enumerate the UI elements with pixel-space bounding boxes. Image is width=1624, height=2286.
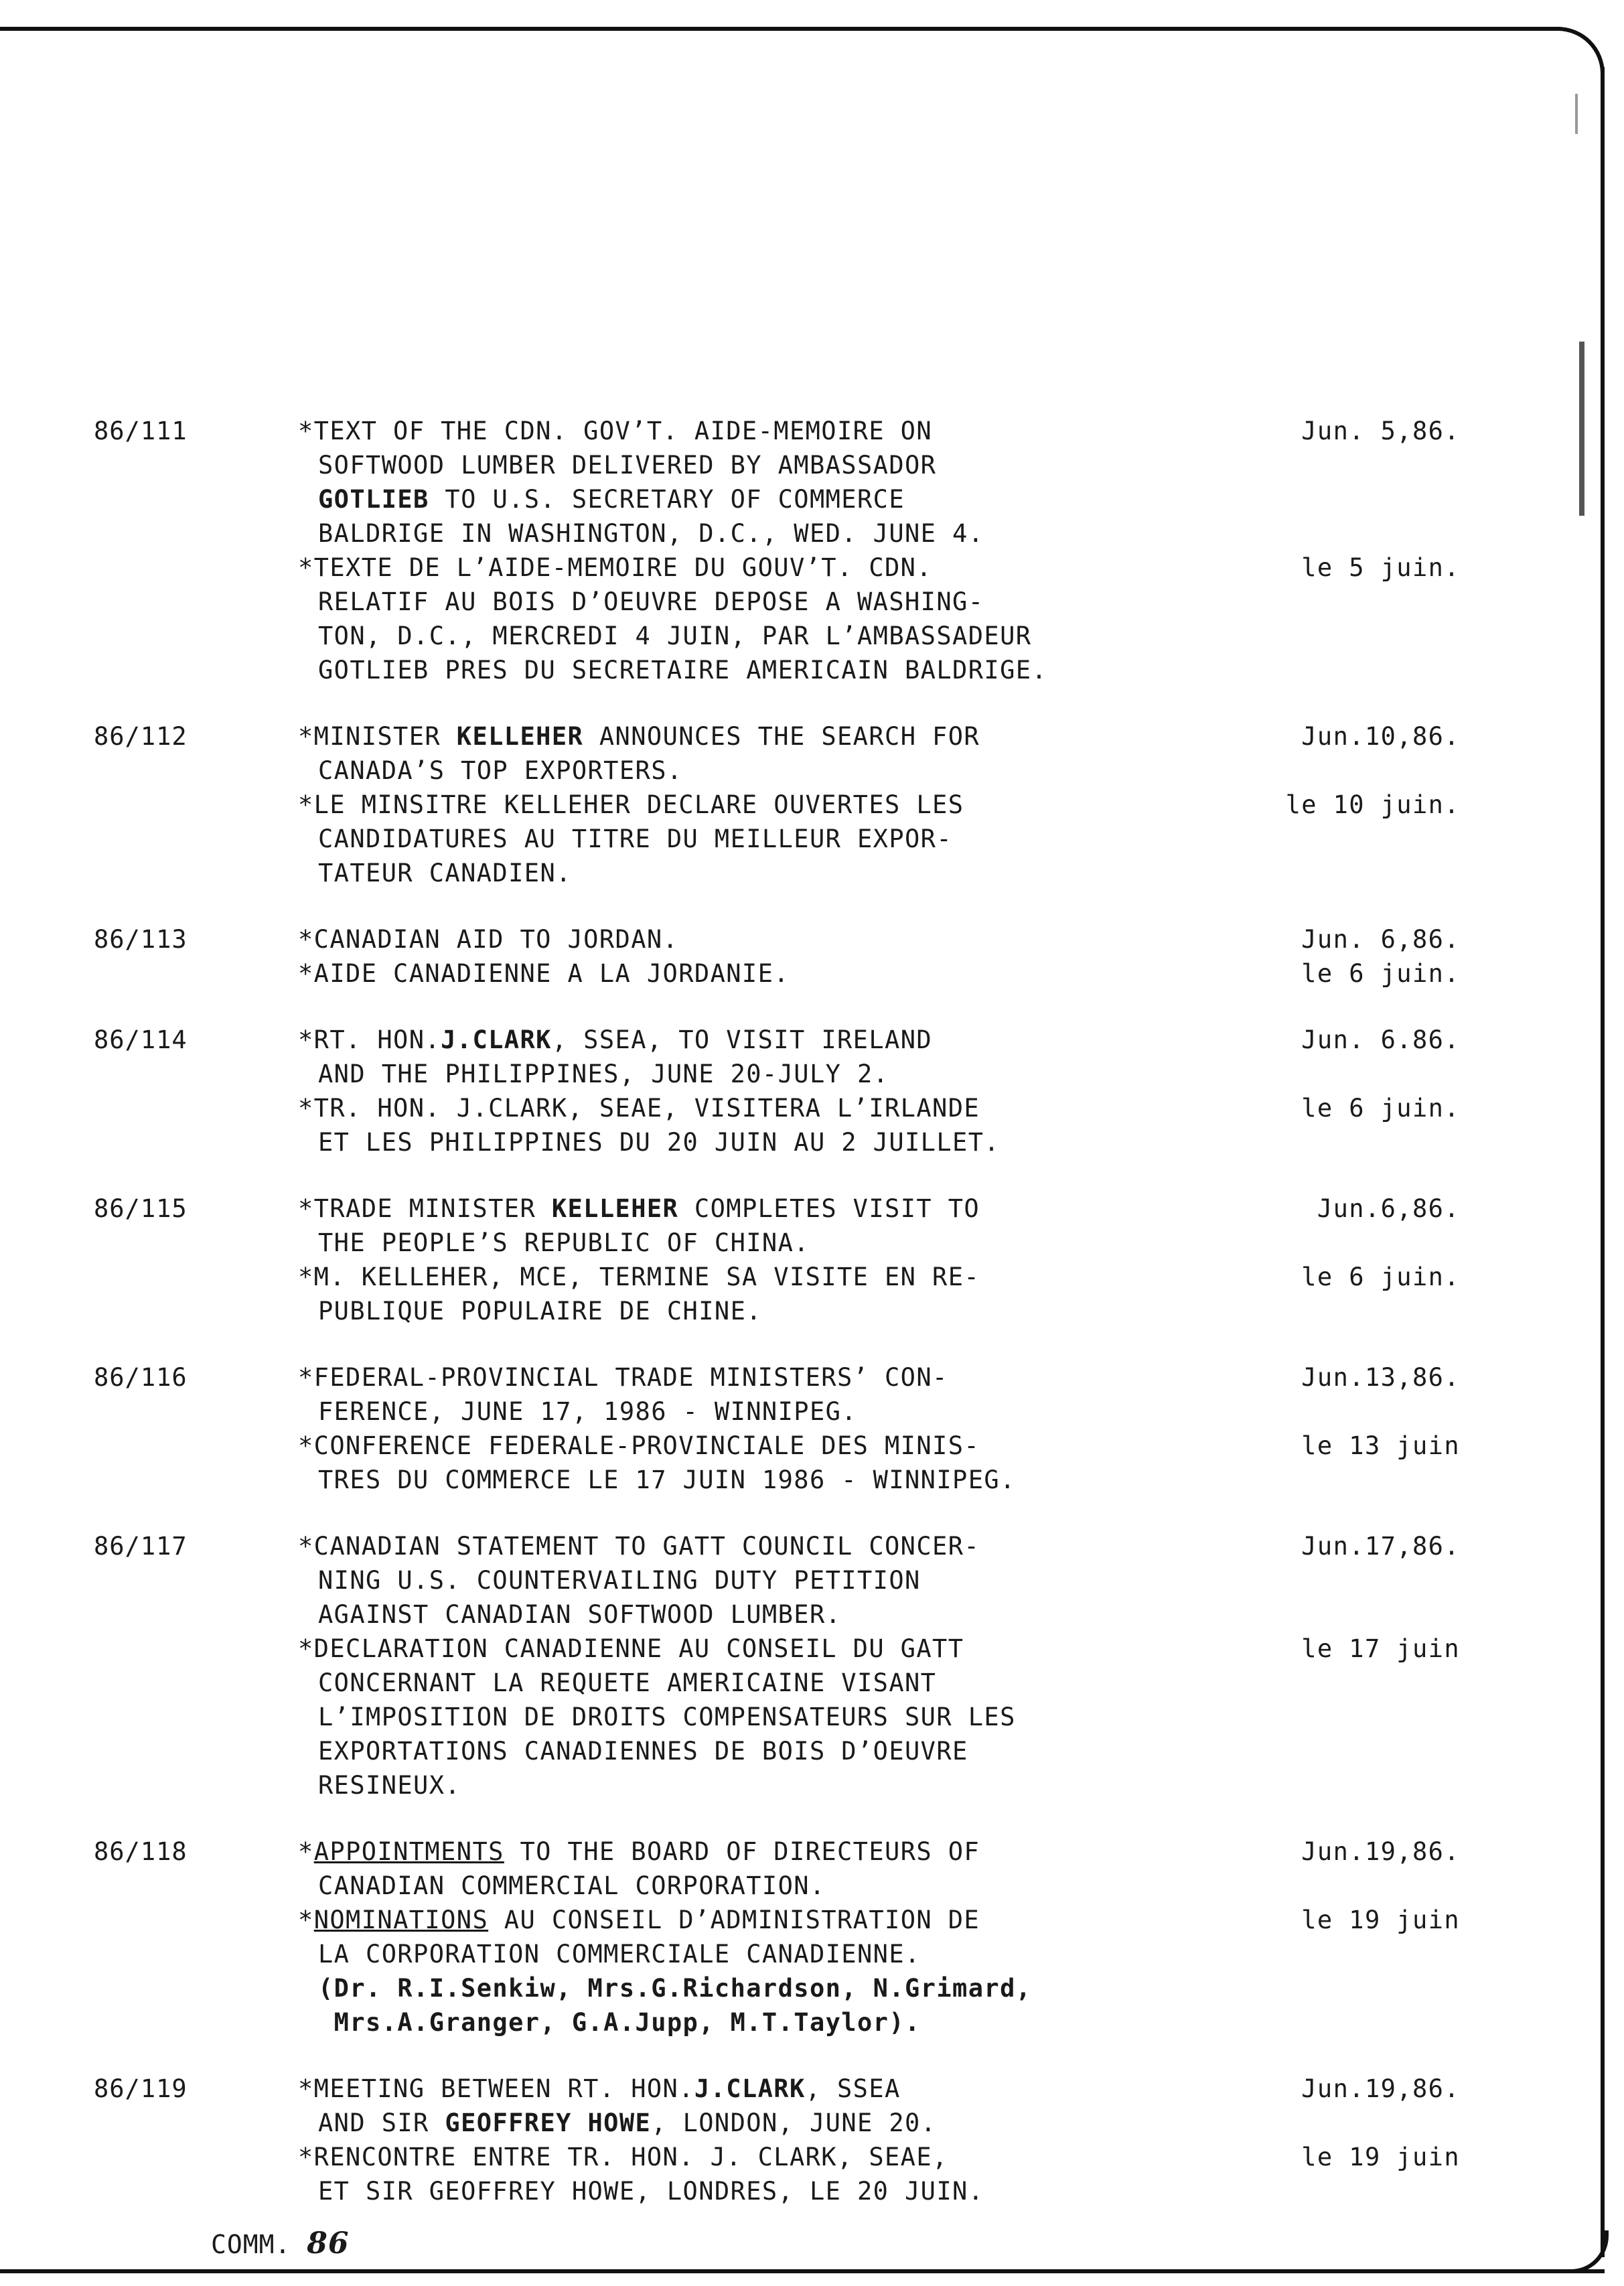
entry-line-text <box>318 1937 921 1971</box>
text-segment: GOTLIEB PRES DU SECRETAIRE AMERICAIN BALDRIGE. <box>318 656 1048 685</box>
page-border-bottom-corner <box>1567 2230 1609 2273</box>
entry-line-text <box>298 1903 980 1937</box>
entry-number: 86/119 <box>94 2074 188 2103</box>
entry-line-text <box>298 956 790 991</box>
entry-date: Jun.6,86. <box>1317 1194 1460 1223</box>
text-segment: TRES DU COMMERCE LE 17 JUIN 1986 - WINNIPEG. <box>318 1466 1016 1494</box>
entry-line <box>94 1294 1460 1328</box>
entry-line-text <box>318 2005 921 2040</box>
text-segment: *AIDE CANADIENNE A LA JORDANIE. <box>298 959 790 988</box>
entry-line <box>94 1360 1460 1395</box>
entry-line-text <box>298 1529 980 1563</box>
text-segment: *TEXT OF THE CDN. GOV’T. AIDE-MEMOIRE ON <box>298 417 933 445</box>
entry-line-text <box>318 754 683 788</box>
entry-line <box>94 719 1460 754</box>
entry-date: Jun.19,86. <box>1301 2074 1460 2103</box>
text-segment: *MEETING BETWEEN RT. HON. <box>298 2074 694 2103</box>
entry-line <box>94 653 1460 687</box>
entry-line-text <box>298 1091 980 1125</box>
entry-line <box>94 1869 1460 1903</box>
communique-entry <box>94 1835 1460 2040</box>
entry-line <box>94 1057 1460 1091</box>
entry-date: Jun. 5,86. <box>1301 417 1460 445</box>
entry-number: 86/114 <box>94 1025 188 1054</box>
entry-line-text <box>318 822 952 856</box>
entry-date: le 19 juin <box>1301 1906 1460 1934</box>
footer <box>211 2227 350 2261</box>
text-segment: * <box>298 1906 314 1934</box>
text-segment: GOTLIEB <box>318 485 429 514</box>
entry-number: 86/111 <box>94 417 188 445</box>
text-segment: *TEXTE DE L’AIDE-MEMOIRE DU GOUV’T. CDN. <box>298 553 933 582</box>
entry-line-text <box>318 448 936 482</box>
entry-line <box>94 551 1460 585</box>
entry-line-text <box>298 1835 980 1869</box>
entry-date: Jun.13,86. <box>1301 1363 1460 1392</box>
entry-date: le 5 juin. <box>1301 553 1460 582</box>
text-segment: *TR. HON. J.CLARK, SEAE, VISITERA L’IRLANDE <box>298 1094 980 1123</box>
communique-entry <box>94 414 1460 687</box>
communique-entry <box>94 2072 1460 2208</box>
text-segment: COMPLETES VISIT TO <box>678 1194 980 1223</box>
communique-entry <box>94 719 1460 890</box>
entry-line <box>94 1937 1460 1971</box>
entry-line <box>94 448 1460 482</box>
entry-line <box>94 1563 1460 1597</box>
communique-list <box>94 414 1460 2240</box>
entry-number: 86/117 <box>94 1532 188 1561</box>
entry-line <box>94 1666 1460 1700</box>
entry-line <box>94 2106 1460 2140</box>
entry-line <box>94 414 1460 448</box>
text-segment: NOMINATIONS <box>313 1906 489 1934</box>
text-segment: THE PEOPLE’S REPUBLIC OF CHINA. <box>318 1228 810 1257</box>
entry-line <box>94 1192 1460 1226</box>
entry-line-text <box>318 2174 984 2208</box>
entry-number: 86/112 <box>94 722 188 751</box>
entry-line <box>94 1835 1460 1869</box>
text-segment: *LE MINSITRE KELLEHER DECLARE OUVERTES LES <box>298 790 964 819</box>
entry-line <box>94 1091 1460 1125</box>
entry-line-text <box>298 1429 980 1463</box>
entry-line <box>94 1429 1460 1463</box>
entry-line <box>94 1768 1460 1802</box>
entry-line <box>94 1903 1460 1937</box>
entry-line <box>94 1463 1460 1497</box>
text-segment: KELLEHER <box>456 722 584 751</box>
entry-line <box>94 922 1460 956</box>
text-segment: , LONDON, JUNE 20. <box>651 2109 937 2137</box>
entry-line-text <box>318 1226 810 1260</box>
text-segment: PUBLIQUE POPULAIRE DE CHINE. <box>318 1297 762 1326</box>
entry-line-text <box>318 2106 936 2140</box>
text-segment: RELATIF AU BOIS D’OEUVRE DEPOSE A WASHING- <box>318 587 984 616</box>
text-segment: J.CLARK <box>441 1025 552 1054</box>
text-segment: FERENCE, JUNE 17, 1986 - WINNIPEG. <box>318 1397 857 1426</box>
entry-line-text <box>298 788 964 822</box>
entry-date: le 6 juin. <box>1301 1263 1460 1291</box>
entry-date: le 13 juin <box>1301 1431 1460 1460</box>
text-segment: *TRADE MINISTER <box>298 1194 552 1223</box>
entry-date: le 10 juin. <box>1285 790 1460 819</box>
entry-date: Jun.19,86. <box>1301 1837 1460 1866</box>
entry-date: Jun. 6.86. <box>1301 1025 1460 1054</box>
entry-line <box>94 856 1460 890</box>
entry-line <box>94 1700 1460 1734</box>
entry-line <box>94 1226 1460 1260</box>
entry-line-text <box>318 653 1047 687</box>
entry-line-text <box>318 1125 1000 1159</box>
entry-number: 86/113 <box>94 925 188 954</box>
entry-line <box>94 1395 1460 1429</box>
text-segment: (Dr. R.I.Senkiw, Mrs.G.Richardson, N.Grimard, <box>318 1974 1032 2003</box>
text-segment: * <box>298 1837 314 1866</box>
communique-entry <box>94 1529 1460 1802</box>
entry-line-text <box>298 1192 980 1226</box>
text-segment: *CANADIAN STATEMENT TO GATT COUNCIL CONCER- <box>298 1532 980 1561</box>
entry-line <box>94 788 1460 822</box>
entry-line <box>94 1529 1460 1563</box>
text-segment: CANDIDATURES AU TITRE DU MEILLEUR EXPOR- <box>318 825 953 853</box>
text-segment: LA CORPORATION COMMERCIALE CANADIENNE. <box>318 1940 921 1969</box>
entry-line-text <box>318 1734 968 1768</box>
entry-line <box>94 1971 1460 2005</box>
text-segment: *CONFERENCE FEDERALE-PROVINCIALE DES MINIS- <box>298 1431 980 1460</box>
entry-date: le 6 juin. <box>1301 1094 1460 1123</box>
text-segment: *CANADIAN AID TO JORDAN. <box>298 925 679 954</box>
text-segment: SOFTWOOD LUMBER DELIVERED BY AMBASSADOR <box>318 451 937 480</box>
entry-line <box>94 585 1460 619</box>
text-segment: GEOFFREY HOWE <box>445 2109 652 2137</box>
entry-date: Jun. 6,86. <box>1301 925 1460 954</box>
entry-line-text <box>318 1597 841 1632</box>
entry-line-text <box>298 1260 980 1294</box>
page-border-right <box>1601 67 1605 2257</box>
text-segment: Mrs.A.Granger, G.A.Jupp, M.T.Taylor). <box>318 2008 921 2037</box>
entry-line-text <box>318 856 572 890</box>
entry-line <box>94 1597 1460 1632</box>
page-border-corner <box>1547 27 1605 78</box>
entry-line <box>94 2140 1460 2174</box>
text-segment: *M. KELLEHER, MCE, TERMINE SA VISITE EN RE- <box>298 1263 980 1291</box>
entry-line-text <box>318 1971 1031 2005</box>
text-segment: BALDRIGE IN WASHINGTON, D.C., WED. JUNE 4. <box>318 519 984 548</box>
entry-line-text <box>298 414 932 448</box>
entry-date: Jun.17,86. <box>1301 1532 1460 1561</box>
entry-line-text <box>298 1023 932 1057</box>
text-segment: L’IMPOSITION DE DROITS COMPENSATEURS SUR LES <box>318 1703 1016 1731</box>
entry-line-text <box>298 719 980 754</box>
entry-line <box>94 1125 1460 1159</box>
entry-line-text <box>318 1463 1016 1497</box>
text-segment: TATEUR CANADIEN. <box>318 859 572 887</box>
entry-line <box>94 1632 1460 1666</box>
text-segment: *RT. HON. <box>298 1025 441 1054</box>
entry-line <box>94 516 1460 551</box>
entry-line-text <box>298 1360 948 1395</box>
entry-date: Jun.10,86. <box>1301 722 1460 751</box>
entry-line-text <box>318 516 984 551</box>
entry-line-text <box>298 2072 901 2106</box>
text-segment: CANADA’S TOP EXPORTERS. <box>318 756 683 785</box>
communique-entry <box>94 1023 1460 1159</box>
entry-line-text <box>318 482 905 516</box>
entry-line <box>94 1734 1460 1768</box>
entry-line-text <box>318 1666 936 1700</box>
binding-mark-small <box>1575 94 1578 134</box>
text-segment: TON, D.C., MERCREDI 4 JUIN, PAR L’AMBASSADEUR <box>318 622 1032 650</box>
entry-line <box>94 2174 1460 2208</box>
entry-line-text <box>298 2140 948 2174</box>
entry-number: 86/115 <box>94 1194 188 1223</box>
communique-entry <box>94 1192 1460 1328</box>
entry-line-text <box>318 1294 762 1328</box>
entry-line <box>94 2005 1460 2040</box>
text-segment: TO THE BOARD OF DIRECTEURS OF <box>504 1837 980 1866</box>
entry-line <box>94 2072 1460 2106</box>
entry-line-text <box>318 1700 1016 1734</box>
text-segment: *RENCONTRE ENTRE TR. HON. J. CLARK, SEAE, <box>298 2143 948 2171</box>
entry-line <box>94 956 1460 991</box>
entry-line <box>94 619 1460 653</box>
entry-line-text <box>298 1632 964 1666</box>
text-segment: *FEDERAL-PROVINCIAL TRADE MINISTERS’ CON- <box>298 1363 948 1392</box>
entry-line-text <box>318 1395 857 1429</box>
text-segment: EXPORTATIONS CANADIENNES DE BOIS D’OEUVRE <box>318 1737 968 1766</box>
text-segment: NING U.S. COUNTERVAILING DUTY PETITION <box>318 1566 921 1595</box>
entry-number: 86/116 <box>94 1363 188 1392</box>
entry-line <box>94 1260 1460 1294</box>
footer-handwritten-number: 86 <box>307 2226 350 2261</box>
text-segment: ET SIR GEOFFREY HOWE, LONDRES, LE 20 JUIN. <box>318 2177 984 2206</box>
footer-label: COMM. <box>211 2230 291 2259</box>
text-segment: , SSEA, TO VISIT IRELAND <box>551 1025 933 1054</box>
entry-line-text <box>318 619 1031 653</box>
entry-line-text <box>298 922 678 956</box>
text-segment: J.CLARK <box>694 2074 806 2103</box>
entry-line-text <box>318 1057 889 1091</box>
text-segment: APPOINTMENTS <box>313 1837 504 1866</box>
text-segment: TO U.S. SECRETARY OF COMMERCE <box>429 485 905 514</box>
entry-line-text <box>318 585 984 619</box>
page-border-bottom <box>0 2269 1605 2273</box>
text-segment: AU CONSEIL D’ADMINISTRATION DE <box>488 1906 980 1934</box>
entry-line-text <box>298 551 932 585</box>
binding-mark <box>1579 342 1584 516</box>
entry-line <box>94 754 1460 788</box>
entry-line <box>94 822 1460 856</box>
entry-date: le 19 juin <box>1301 2143 1460 2171</box>
entry-date: le 6 juin. <box>1301 959 1460 988</box>
text-segment: AND THE PHILIPPINES, JUNE 20-JULY 2. <box>318 1060 889 1088</box>
text-segment: ET LES PHILIPPINES DU 20 JUIN AU 2 JUILLET. <box>318 1128 1001 1157</box>
entry-date: le 17 juin <box>1301 1634 1460 1663</box>
text-segment: *MINISTER <box>298 722 457 751</box>
entry-line-text <box>318 1563 921 1597</box>
text-segment: AND SIR <box>318 2109 445 2137</box>
text-segment: ANNOUNCES THE SEARCH FOR <box>583 722 980 751</box>
entry-line <box>94 1023 1460 1057</box>
text-segment: KELLEHER <box>551 1194 679 1223</box>
page-border-top <box>0 27 1560 31</box>
entry-number: 86/118 <box>94 1837 188 1866</box>
text-segment: CANADIAN COMMERCIAL CORPORATION. <box>318 1871 826 1900</box>
text-segment: *DECLARATION CANADIENNE AU CONSEIL DU GATT <box>298 1634 964 1663</box>
communique-entry <box>94 1360 1460 1497</box>
text-segment: CONCERNANT LA REQUETE AMERICAINE VISANT <box>318 1668 937 1697</box>
entry-line-text <box>318 1869 826 1903</box>
entry-line-text <box>318 1768 461 1802</box>
text-segment: AGAINST CANADIAN SOFTWOOD LUMBER. <box>318 1600 842 1629</box>
text-segment: , SSEA <box>805 2074 901 2103</box>
communique-entry <box>94 922 1460 991</box>
entry-line <box>94 482 1460 516</box>
text-segment: RESINEUX. <box>318 1771 461 1800</box>
